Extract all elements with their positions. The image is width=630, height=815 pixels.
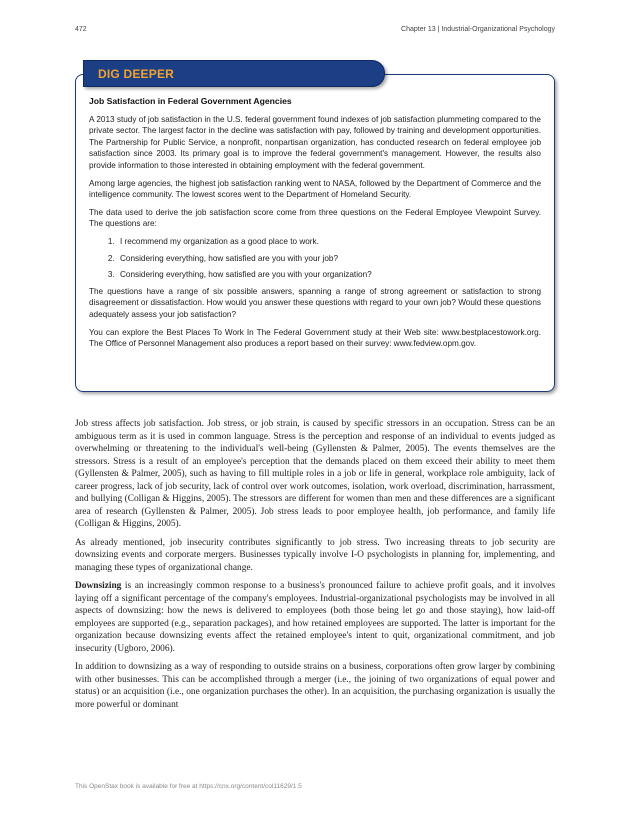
feature-paragraph-5: You can explore the Best Places To Work In The Federal Government study at their Web site: www.bestplacestowork.org. The Office of Personnel Management also produces a report based on their survey: www.fedview.opm.gov. <box>89 327 541 349</box>
survey-question: 3. Considering everything, how satisfied are you with your organization? <box>117 269 541 281</box>
dig-deeper-tab <box>83 60 385 87</box>
downsizing-definition: is an increasingly common response to a business's pronounced failure to achieve profit goals, and it involves laying off a significant percentage of the company's employees. Industrial-organizational psychologists may be involved in all aspects of downsizing: how the news is delivered to employees (both those being let go and those staying), how laid-off employees are supported (e.g., separation packages), and how retained employees are supported. The latter is important for the organization because downsizing events affect the retained employee's intent to quit, organizational commitment, and job insecurity (Ugboro, 2006). <box>75 581 555 654</box>
feature-paragraph-1: A 2013 study of job satisfaction in the U.S. federal government found indexes of job satisfaction plummeting compared to the private sector. The largest factor in the decline was satisfaction with pay, followed by training and development opportunities. The Partnership for Public Service, a nonprofit, nonpartisan organization, has conducted research on federal employee job satisfaction since 2003. Its primary goal is to improve the federal government's management. However, the results also provide information to those interested in obtaining employment with the federal government. <box>89 114 541 170</box>
body-paragraph-job-stress: Job stress affects job satisfaction. Job stress, or job strain, is caused by specific stressors in an occupation. Stress can be an ambiguous term as it is used in common language. Stress is the perception and response of an individual to events judged as overwhelming or threatening to the individual's well-being (Gyllensten & Palmer, 2005). The events themselves are the stressors. Stress is a result of an employee's perception that the demands placed on them exceed their ability to meet them (Gyllensten & Palmer, 2005), such as having to fill multiple roles in a job or life in general, workplace role ambiguity, lack of career progress, lack of job security, lack of control over work outcomes, isolation, work overload, discrimination, harrassment, and bullying (Colligan & Higgins, 2005). The stressors are different for women than men and these differences are a significant area of research (Gyllensten & Palmer, 2005). Job stress leads to poor employee health, job performance, and family life (Colligan & Higgins, 2005). <box>75 419 555 529</box>
running-header <box>75 26 555 38</box>
footer-note: This OpenStax book is available for free at https://cnx.org/content/col11629/1.5 <box>75 783 302 790</box>
survey-question: 1. I recommend my organization as a good place to work. <box>117 236 541 248</box>
body-text <box>75 418 555 717</box>
page-number: 472 <box>75 26 87 33</box>
chapter-title: Chapter 13 | Industrial-Organizational Psychology <box>401 26 555 33</box>
dig-deeper-label: DIG DEEPER <box>98 67 175 81</box>
feature-paragraph-2: Among large agencies, the highest job satisfaction ranking went to NASA, followed by the Department of Commerce and the intelligence community. The lowest scores went to the Department of Homeland Security. <box>89 178 541 200</box>
survey-question-list <box>89 236 541 281</box>
body-paragraph-downsizing <box>75 580 555 655</box>
body-paragraph-job-insecurity: As already mentioned, job insecurity contributes significantly to job stress. Two increasing threats to job security are downsizing events and corporate mergers. Businesses typically involve I-O psychologists in planning for, implementing, and managing these types of organizational change. <box>75 537 555 573</box>
survey-question: 2. Considering everything, how satisfied are you with your job? <box>117 253 541 265</box>
key-term-downsizing: Downsizing <box>75 581 122 591</box>
body-paragraph-mergers: In addition to downsizing as a way of responding to outside strains on a business, corporations often grow larger by combining with other businesses. This can be accomplished through a merger (i.e., the joining of two organizations of equal power and status) or an acquisition (i.e., one organization purchases the other). In an acquisition, the purchasing organization is usually the more powerful or dominant <box>75 662 555 710</box>
feature-title: Job Satisfaction in Federal Government Agencies <box>89 96 292 106</box>
feature-paragraph-4: The questions have a range of six possible answers, spanning a range of strong agreement or satisfaction to strong disagreement or dissatisfaction. How would you answer these questions with regard to your own job? Would these questions adequately assess your job satisfaction? <box>89 286 541 319</box>
feature-paragraph-3: The data used to derive the job satisfaction score come from three questions on the Federal Employee Viewpoint Survey. The questions are: <box>89 207 541 229</box>
dig-deeper-content <box>89 96 541 356</box>
